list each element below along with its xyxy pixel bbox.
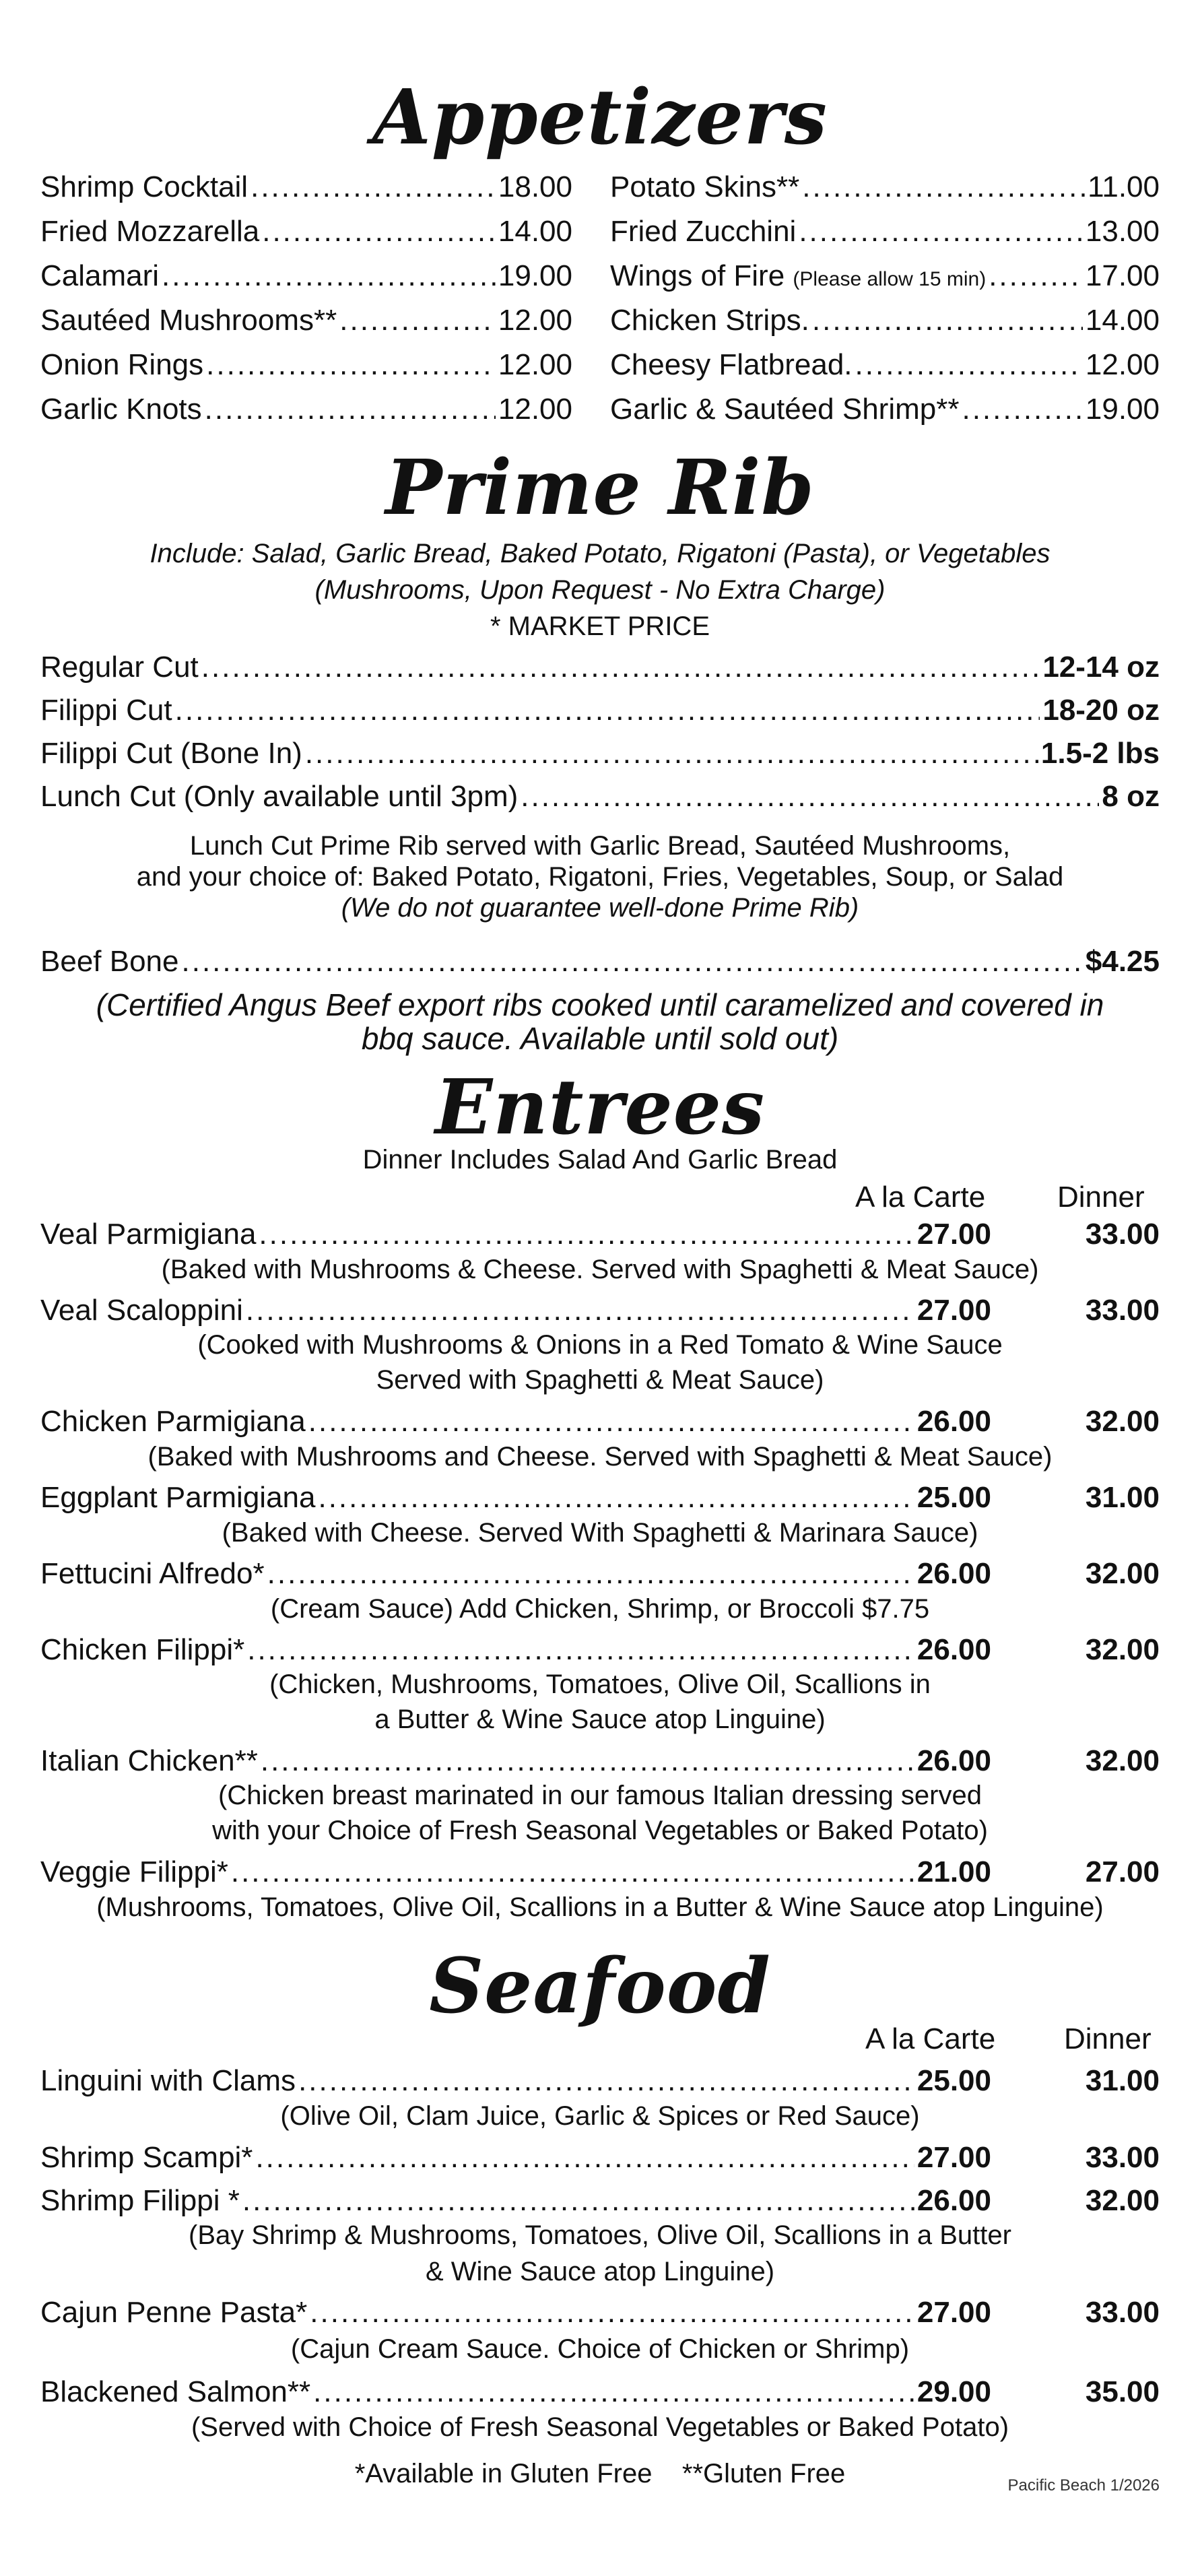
entree-description: (Baked with Mushrooms & Cheese. Served with Spaghetti & Meat Sauce) [161,1255,1039,1284]
seafood-description: (Cajun Cream Sauce. Choice of Chicken or Shrimp) [290,2334,910,2364]
entree-item: Veggie Filippi* ..... 21.00 [40,1853,991,1891]
seafood-item: Cajun Penne Pasta* ..... 27.00 [40,2294,991,2332]
beef-bone-note: bbq sauce. Available until sold out) [361,1021,839,1056]
dinner-price: 33.00 [1085,1294,1160,1327]
dinner-price: 32.00 [1085,1744,1160,1777]
entree-item: Veal Scaloppini ..... 27.00 [40,1292,991,1329]
dinner-price: 33.00 [1085,2296,1160,2329]
seafood-heading: Seafood [429,1942,771,2030]
entree-item: Fettucini Alfredo* ..... 26.00 [40,1555,991,1593]
entree-description: (Baked with Cheese. Served With Spaghetti & Marinara Sauce) [222,1518,978,1548]
dinner-price: 31.00 [1085,1481,1160,1514]
dinner-price: 32.00 [1085,1557,1160,1590]
entree-item: Veal Parmigiana ..... 27.00 [40,1216,991,1253]
entree-description: a Butter & Wine Sauce atop Linguine) [374,1705,826,1734]
appetizers-heading: Appetizers [372,73,828,162]
prime-rib-includes: Include: Salad, Garlic Bread, Baked Potato, Rigatoni (Pasta), or Vegetables [149,539,1051,568]
entrees-heading: Entrees [434,1063,766,1152]
dinner-column-header: Dinner [1064,2022,1152,2055]
entree-description: (Chicken, Mushrooms, Tomatoes, Olive Oil, Scallions in [269,1670,931,1699]
entree-description: (Chicken breast marinated in our famous Italian dressing served [218,1781,982,1810]
alacarte-column-header: A la Carte [855,1181,986,1214]
menu-item: Calamari ..... 19.00 [40,257,572,295]
beef-bone-item: Beef Bone ..... $4.25 [40,943,1160,981]
entree-description: with your Choice of Fresh Seasonal Vegetables or Baked Potato) [212,1816,988,1845]
entree-description: (Mushrooms, Tomatoes, Olive Oil, Scallions in a Butter & Wine Sauce atop Linguine) [96,1892,1104,1922]
well-done-note: (We do not guarantee well-done Prime Rib) [341,893,859,923]
menu-item: Cheesy Flatbread. ..... 12.00 [610,346,1160,384]
menu-item: Chicken Strips. ..... 14.00 [610,302,1160,339]
dinner-column-header: Dinner [1057,1181,1145,1214]
dinner-price: 33.00 [1085,2141,1160,2174]
menu-item: Sautéed Mushrooms** ..... 12.00 [40,302,572,339]
entree-item: Chicken Filippi* ..... 26.00 [40,1631,991,1669]
menu-item: Onion Rings ..... 12.00 [40,346,572,384]
prime-rib-cut: Regular Cut ..... 12-14 oz [40,649,1160,686]
gluten-free-legend: *Available in Gluten Free **Gluten Free [354,2459,846,2488]
seafood-description: (Served with Choice of Fresh Seasonal Vegetables or Baked Potato) [191,2412,1009,2442]
lunch-cut-note: and your choice of: Baked Potato, Rigatoni, Fries, Vegetables, Soup, or Salad [136,862,1064,892]
dinner-price: 31.00 [1085,2064,1160,2097]
seafood-description: & Wine Sauce atop Linguine) [425,2257,775,2286]
entree-item: Italian Chicken** ..... 26.00 [40,1742,991,1780]
seafood-item: Blackened Salmon** ..... 29.00 [40,2373,991,2411]
menu-item: Shrimp Cocktail ..... 18.00 [40,168,572,206]
entree-description: (Cooked with Mushrooms & Onions in a Red Tomato & Wine Sauce [197,1330,1003,1360]
dinner-price: 35.00 [1085,2375,1160,2408]
beef-bone-note: (Certified Angus Beef export ribs cooked until caramelized and covered in [96,987,1104,1022]
market-price-note: * MARKET PRICE [490,612,710,641]
menu-item: Garlic & Sautéed Shrimp** ..... 19.00 [610,391,1160,428]
prime-rib-heading: Prime Rib [385,444,815,532]
prime-rib-cut: Lunch Cut (Only available until 3pm) ..... 8 oz [40,778,1160,816]
dinner-price: 32.00 [1085,1633,1160,1666]
entree-description: (Baked with Mushrooms and Cheese. Served with Spaghetti & Meat Sauce) [147,1442,1053,1472]
entree-description: (Cream Sauce) Add Chicken, Shrimp, or Broccoli $7.75 [270,1594,930,1624]
seafood-description: (Bay Shrimp & Mushrooms, Tomatoes, Olive Oil, Scallions in a Butter [189,2220,1011,2250]
location-date-stamp: Pacific Beach 1/2026 [1007,2476,1160,2495]
dinner-price: 27.00 [1085,1855,1160,1888]
menu-item: Fried Mozzarella ..... 14.00 [40,213,572,251]
entree-description: Served with Spaghetti & Meat Sauce) [376,1365,824,1395]
seafood-item: Shrimp Filippi * ..... 26.00 [40,2182,991,2220]
prime-rib-cut: Filippi Cut ..... 18-20 oz [40,692,1160,729]
entree-item: Eggplant Parmigiana ..... 25.00 [40,1479,991,1517]
menu-item: Fried Zucchini ..... 13.00 [610,213,1160,251]
seafood-item: Shrimp Scampi* ..... 27.00 [40,2139,991,2177]
alacarte-column-header: A la Carte [865,2022,996,2055]
dinner-price: 32.00 [1085,2184,1160,2217]
entree-item: Chicken Parmigiana ..... 26.00 [40,1403,991,1441]
menu-item: Potato Skins** ..... 11.00 [610,168,1160,206]
menu-item: Wings of Fire (Please allow 15 min) ..... 17.00 [610,257,1160,298]
entrees-subtitle: Dinner Includes Salad And Garlic Bread [362,1145,838,1175]
dinner-price: 32.00 [1085,1405,1160,1438]
item-note: (Please allow 15 min) [793,268,987,290]
lunch-cut-note: Lunch Cut Prime Rib served with Garlic Bread, Sautéed Mushrooms, [189,831,1011,861]
prime-rib-cut: Filippi Cut (Bone In) ..... 1.5-2 lbs [40,735,1160,772]
seafood-item: Linguini with Clams ..... 25.00 [40,2062,991,2100]
seafood-description: (Olive Oil, Clam Juice, Garlic & Spices or Red Sauce) [280,2101,920,2131]
menu-item: Garlic Knots ..... 12.00 [40,391,572,428]
prime-rib-includes-note: (Mushrooms, Upon Request - No Extra Charge) [314,575,886,605]
dinner-price: 33.00 [1085,1218,1160,1251]
